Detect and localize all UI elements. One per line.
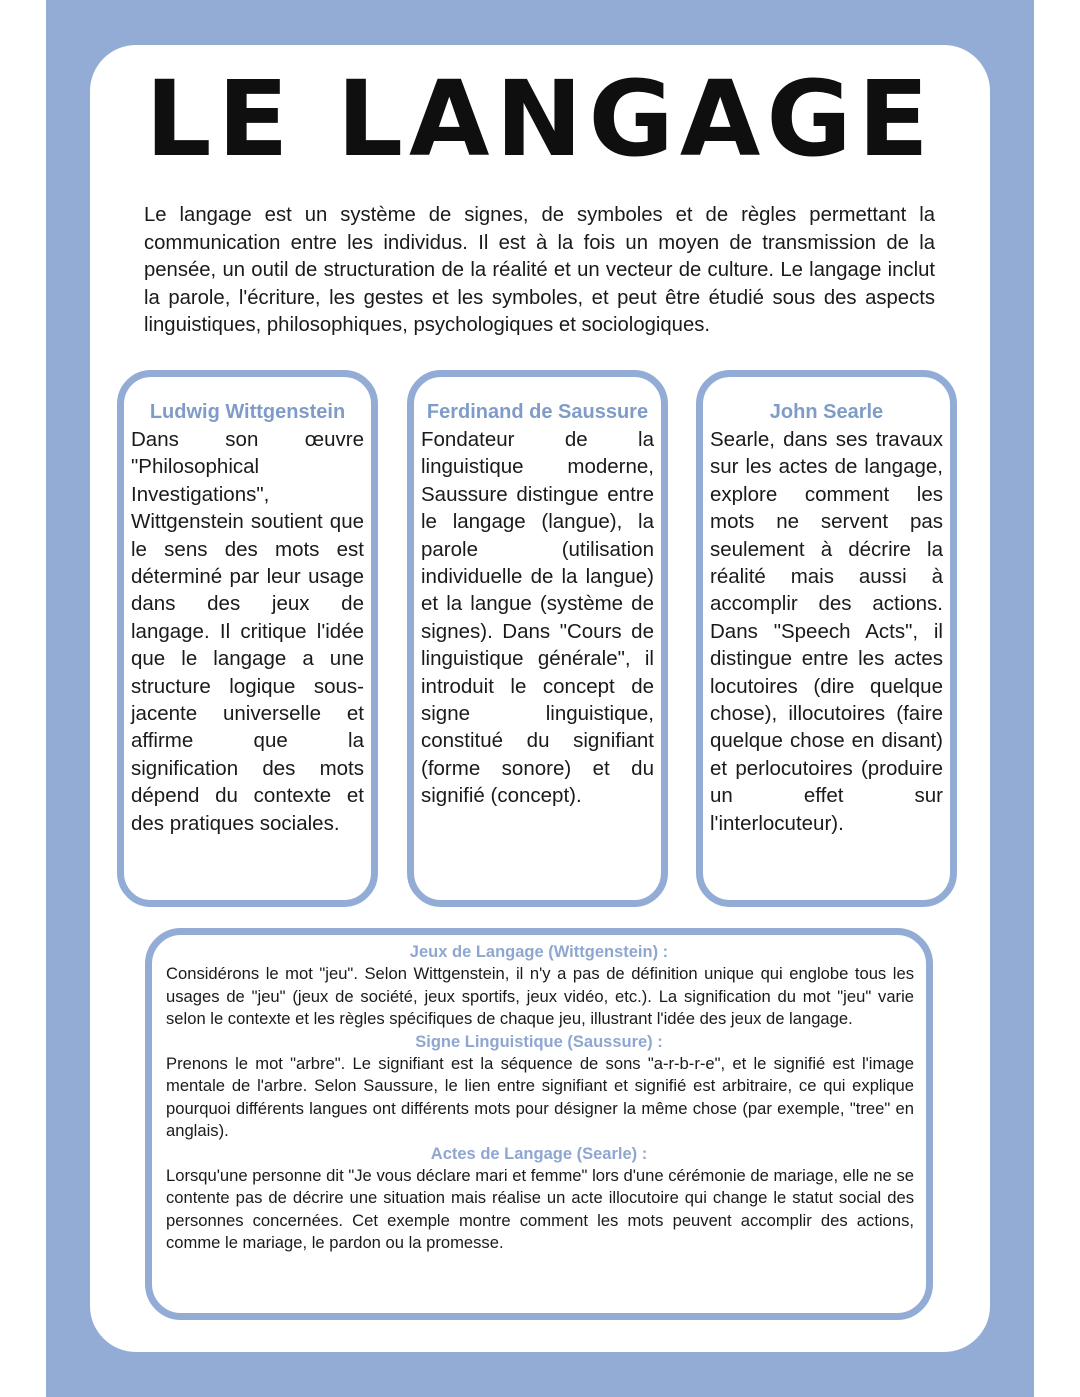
card-title-wittgenstein: Ludwig Wittgenstein	[149, 401, 346, 423]
example-text-wittgenstein: Considérons le mot "jeu". Selon Wittgenstein, il n'y a pas de définition unique qui englobe tous les usages de "jeu" (jeux de société, jeux sportifs, jeux vidéo, etc.). La signification du mot "jeu" varie selon le contexte et les règles spécifiques de chaque jeu, illustrant l'idée des jeux de langage.	[166, 964, 914, 1029]
example-text-searle: Lorsqu'une personne dit "Je vous déclare mari et femme" lors d'une cérémonie de mariage, elle ne se contente pas de décrire une situation mais réalise un acte illocutoire qui change le statut social des personnes concernées. Cet exemple montre comment les mots peuvent accomplir des actions, comme le mariage, le pardon ou la promesse.	[166, 1166, 914, 1253]
card-searle	[696, 370, 957, 907]
example-title-wittgenstein: Jeux de Langage (Wittgenstein) :	[409, 943, 669, 961]
card-title-searle: John Searle	[769, 401, 884, 423]
card-text-searle: Searle, dans ses travaux sur les actes de langage, explore comment les mots ne servent pas seulement à décrire la réalité mais aussi à accomplir des actions. Dans "Speech Acts", il distingue entre les actes locutoires (dire quelque chose), illocutoires (faire quelque chose en disant) et perlocutoires (produire un effet sur l'interlocuteur).	[710, 428, 943, 835]
card-wittgenstein	[117, 370, 378, 907]
card-text-wittgenstein: Dans son œuvre "Philosophical Investigations", Wittgenstein soutient que le sens des mots est déterminé par leur usage dans des jeux de langage. Il critique l'idée que le langage a une structure logique sous-jacente universelle et affirme que la signification des mots dépend du contexte et des pratiques sociales.	[131, 428, 364, 835]
page-title: LE LANGAGE	[145, 58, 935, 180]
card-saussure	[407, 370, 668, 907]
example-title-saussure: Signe Linguistique (Saussure) :	[415, 1032, 663, 1051]
intro-paragraph: Le langage est un système de signes, de symboles et de règles permettant la communication entre les individus. Il est à la fois un moyen de transmission de la pensée, un outil de structuration de la réalité et un vecteur de culture. Le langage inclut la parole, l'écriture, les gestes et les symboles, et peut être étudié sous des aspects linguistiques, philosophiques, psychologiques et sociologiques.	[144, 204, 935, 336]
examples-box	[145, 928, 933, 1320]
example-text-saussure: Prenons le mot "arbre". Le signifiant est la séquence de sons "a-r-b-r-e", et le signifié est l'image mentale de l'arbre. Selon Saussure, le lien entre signifiant et signifié est arbitraire, ce qui explique pourquoi différents langues ont différents mots pour désigner la même chose (par exemple, "tree" en anglais).	[166, 1054, 914, 1141]
card-text-saussure: Fondateur de la linguistique moderne, Saussure distingue entre le langage (langue), la parole (utilisation individuelle de la langue) et la langue (système de signes). Dans "Cours de linguistique générale", il introduit le concept de signe linguistique, constitué du signifiant (forme sonore) et du signifié (concept).	[421, 428, 654, 808]
example-title-searle: Actes de Langage (Searle) :	[430, 1144, 648, 1163]
card-title-saussure: Ferdinand de Saussure	[426, 401, 649, 423]
